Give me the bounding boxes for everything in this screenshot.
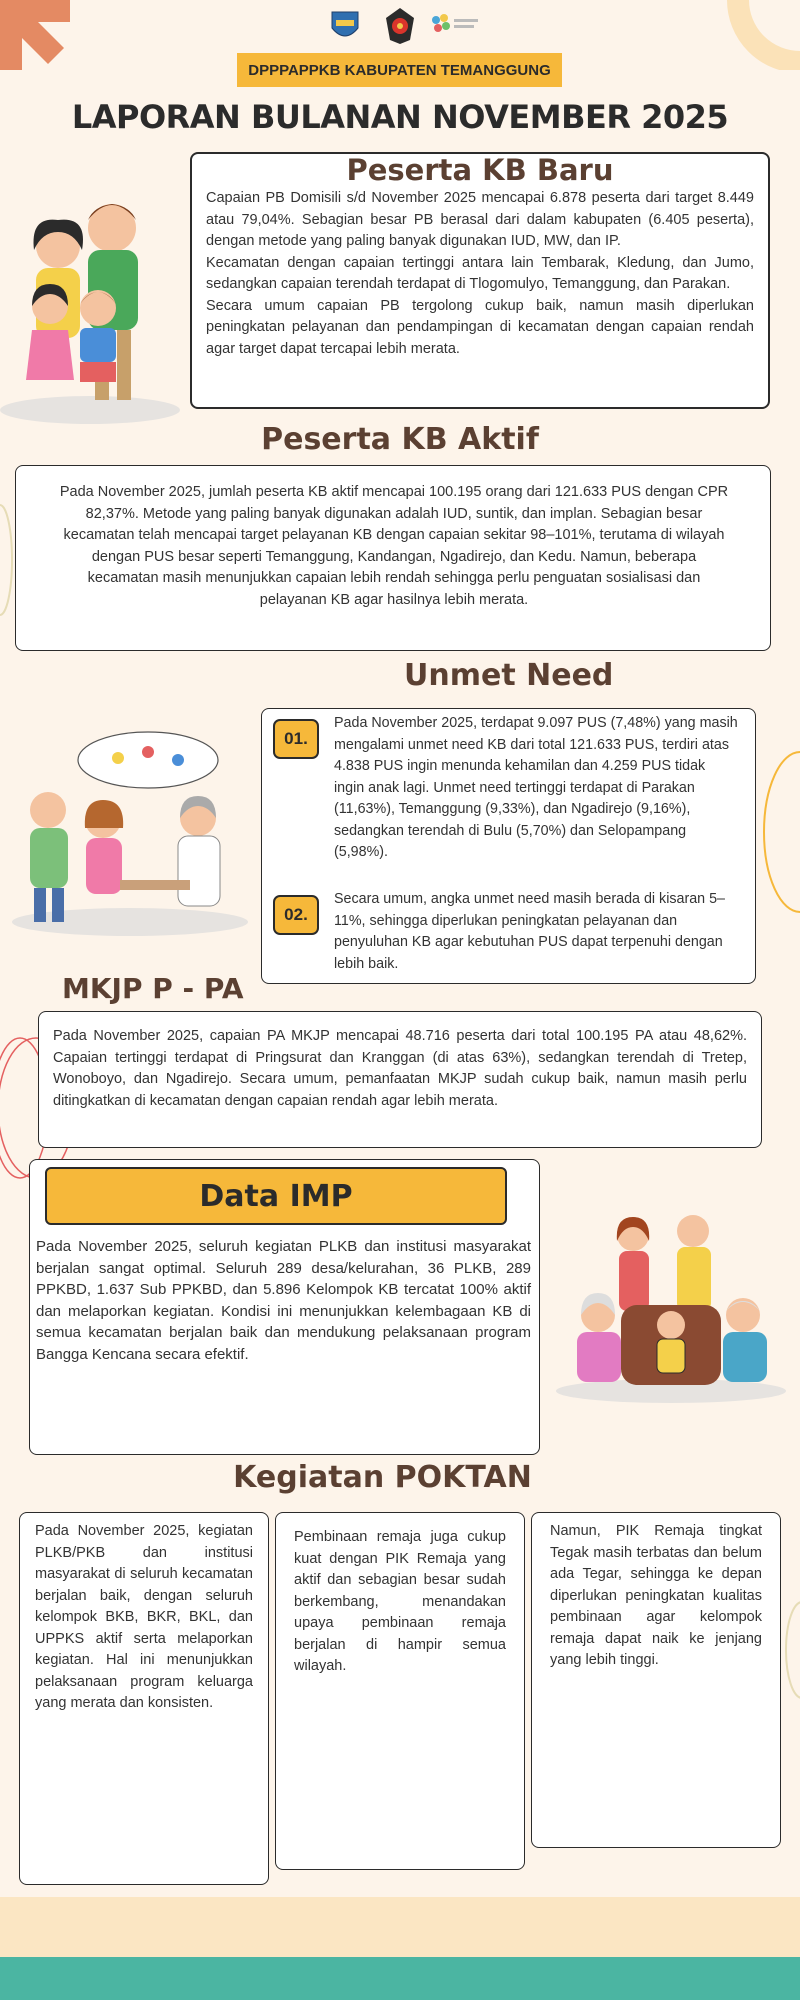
- unmet-need-heading: Unmet Need: [404, 658, 614, 693]
- poktan-column-2-text: Pembinaan remaja juga cukup kuat dengan PIK Remaja yang aktif dan sebagian besar sudah berkembang, menandakan upaya pembinaan remaja berjalan di hampir semua wilayah.: [294, 1529, 506, 1674]
- page-title-text: LAPORAN BULANAN NOVEMBER 2025: [71, 98, 729, 136]
- right-arc-decoration: [755, 745, 800, 920]
- extended-family-illustration: [553, 1205, 788, 1405]
- data-imp-heading-box: [45, 1167, 507, 1225]
- peserta-kb-aktif-text: Pada November 2025, jumlah peserta KB aktif mencapai 100.195 orang dari 121.633 PUS dengan CPR 82,37%. Metode yang paling banyak digunakan adalah IUD, suntik, dan implan. Sebagian besar kecamatan telah mencapai target pelayanan KB dengan capaian sekitar 98–101%, terutama di wilayah dengan PUS besar seperti Temanggung, Kandangan, Ngadirejo, dan Kedu. Namun, beberapa kecamatan masih menunjukkan capaian lebih rendah sehingga perlu penguatan sosialisasi dan pelayanan KB agar hasilnya lebih merata.: [59, 484, 729, 608]
- poktan-column-2: [275, 1512, 525, 1870]
- unmet-need-item-1-text: Pada November 2025, terdapat 9.097 PUS (7,48%) yang masih mengalami unmet need KB dari total 121.633 PUS, terdiri atas 4.838 PUS ingin menunda kehamilan dan 4.259 PUS tidak ingin anak lagi. Unmet need tertinggi terdapat di Parakan (11,63%), Temanggung (9,33%), dan Ngadirejo (9,16%), sedangkan terendah di Bulu (5,70%) dan Selopampang (5,98%).: [334, 715, 738, 860]
- unmet-need-badge-1: 01.: [273, 719, 319, 759]
- peserta-kb-baru-paragraph-3: Secara umum capaian PB tergolong cukup baik, namun masih diperlukan peningkatan pelayanan dan pendampingan di kecamatan dengan capaian rendah agar target dapat tercapai lebih merata.: [206, 297, 754, 357]
- family-illustration: [0, 180, 190, 425]
- left-arc-decoration: [0, 500, 16, 620]
- page-title: [0, 98, 800, 136]
- peserta-kb-baru-card: [190, 152, 770, 409]
- unmet-need-item-2-text: Secara umum, angka unmet need masih berada di kisaran 5–11%, sehingga diperlukan peningkatan pelayanan dan penyuluhan KB agar kebutuhan PUS dapat terpenuhi dengan lebih baik.: [334, 891, 726, 972]
- agency-badge-text: DPPPAPPKB KABUPATEN TEMANGGUNG: [248, 61, 551, 79]
- data-imp-heading: Data IMP: [199, 1178, 353, 1214]
- mkjp-text: Pada November 2025, capaian PA MKJP mencapai 48.716 peserta dari total 100.195 PA atau 48,62%. Capaian tertinggi terdapat di Pringsurat dan Kranggan (di atas 63%), sedangkan terendah di Tretep, Wonoboyo, dan Ngadirejo. Secara umum, pemanfaatan MKJP sudah cukup baik, namun masih perlu ditingkatkan di kecamatan dengan capaian rendah agar lebih merata.: [53, 1028, 747, 1109]
- logo-bangga-kencana-icon: [428, 12, 482, 42]
- logo-jateng-icon: [383, 6, 417, 46]
- logo-temanggung-icon: [328, 8, 362, 44]
- mkjp-heading: MKJP P - PA: [62, 972, 244, 1005]
- agency-badge: [237, 53, 562, 87]
- poktan-column-1-text: Pada November 2025, kegiatan PLKB/PKB dan institusi masyarakat di seluruh kecamatan berjalan baik, dengan seluruh kelompok BKB, BKR, BKL, dan UPPKS aktif serta melaporkan kegiatan. Hal ini menunjukkan pelaksanaan program keluarga yang merata dan konsisten.: [35, 1523, 253, 1711]
- data-imp-text: Pada November 2025, seluruh kegiatan PLKB dan institusi masyarakat berjalan sangat optimal. Seluruh 289 desa/kelurahan, 36 PLKB, 289 PPKBD, 1.637 Sub PPKBD, dan 5.896 Kelompok KB tercatat 100% aktif dan melaporkan kegiatan. Kondisi ini menunjukkan kelembagaan KB di semua kecamatan berjalan baik dan mendukung pelaksanaan program Bangga Kencana secara efektif.: [36, 1238, 531, 1363]
- corner-arrow-decoration: [0, 0, 70, 70]
- peserta-kb-baru-paragraph-2: Kecamatan dengan capaian tertinggi antara lain Tembarak, Kledung, dan Jumo, sedangkan capaian terendah terdapat di Tlogomulyo, Temanggung, dan Parakan.: [206, 254, 754, 292]
- poktan-column-3: [531, 1512, 781, 1848]
- corner-ring-decoration: [700, 0, 800, 70]
- footer-teal-band: [0, 1957, 800, 2000]
- peserta-kb-aktif-heading: Peserta KB Aktif: [261, 422, 539, 457]
- kegiatan-poktan-heading: Kegiatan POKTAN: [233, 1460, 532, 1495]
- peserta-kb-baru-heading: Peserta KB Baru: [346, 153, 614, 187]
- counseling-illustration: [8, 730, 253, 940]
- right-small-arc-decoration: [780, 1590, 800, 1710]
- poktan-column-3-text: Namun, PIK Remaja tingkat Tegak masih terbatas dan belum ada Tegar, sehingga ke depan diperlukan peningkatan kualitas pembinaan agar kelompok remaja dapat naik ke jenjang yang lebih tinggi.: [550, 1523, 762, 1668]
- peserta-kb-aktif-card: [15, 465, 771, 651]
- unmet-need-card: [261, 708, 756, 984]
- peserta-kb-baru-paragraph-1: Capaian PB Domisili s/d November 2025 mencapai 6.878 peserta dari target 8.449 atau 79,04%. Sebagian besar PB berasal dari dalam kabupaten (6.405 peserta), dengan metode yang paling banyak digunakan IUD, MW, dan IP.: [206, 190, 754, 249]
- poktan-column-1: [19, 1512, 269, 1885]
- data-imp-card: [29, 1159, 540, 1455]
- mkjp-card: [38, 1011, 762, 1148]
- footer-cream-band: [0, 1897, 800, 1957]
- unmet-need-badge-2: 02.: [273, 895, 319, 935]
